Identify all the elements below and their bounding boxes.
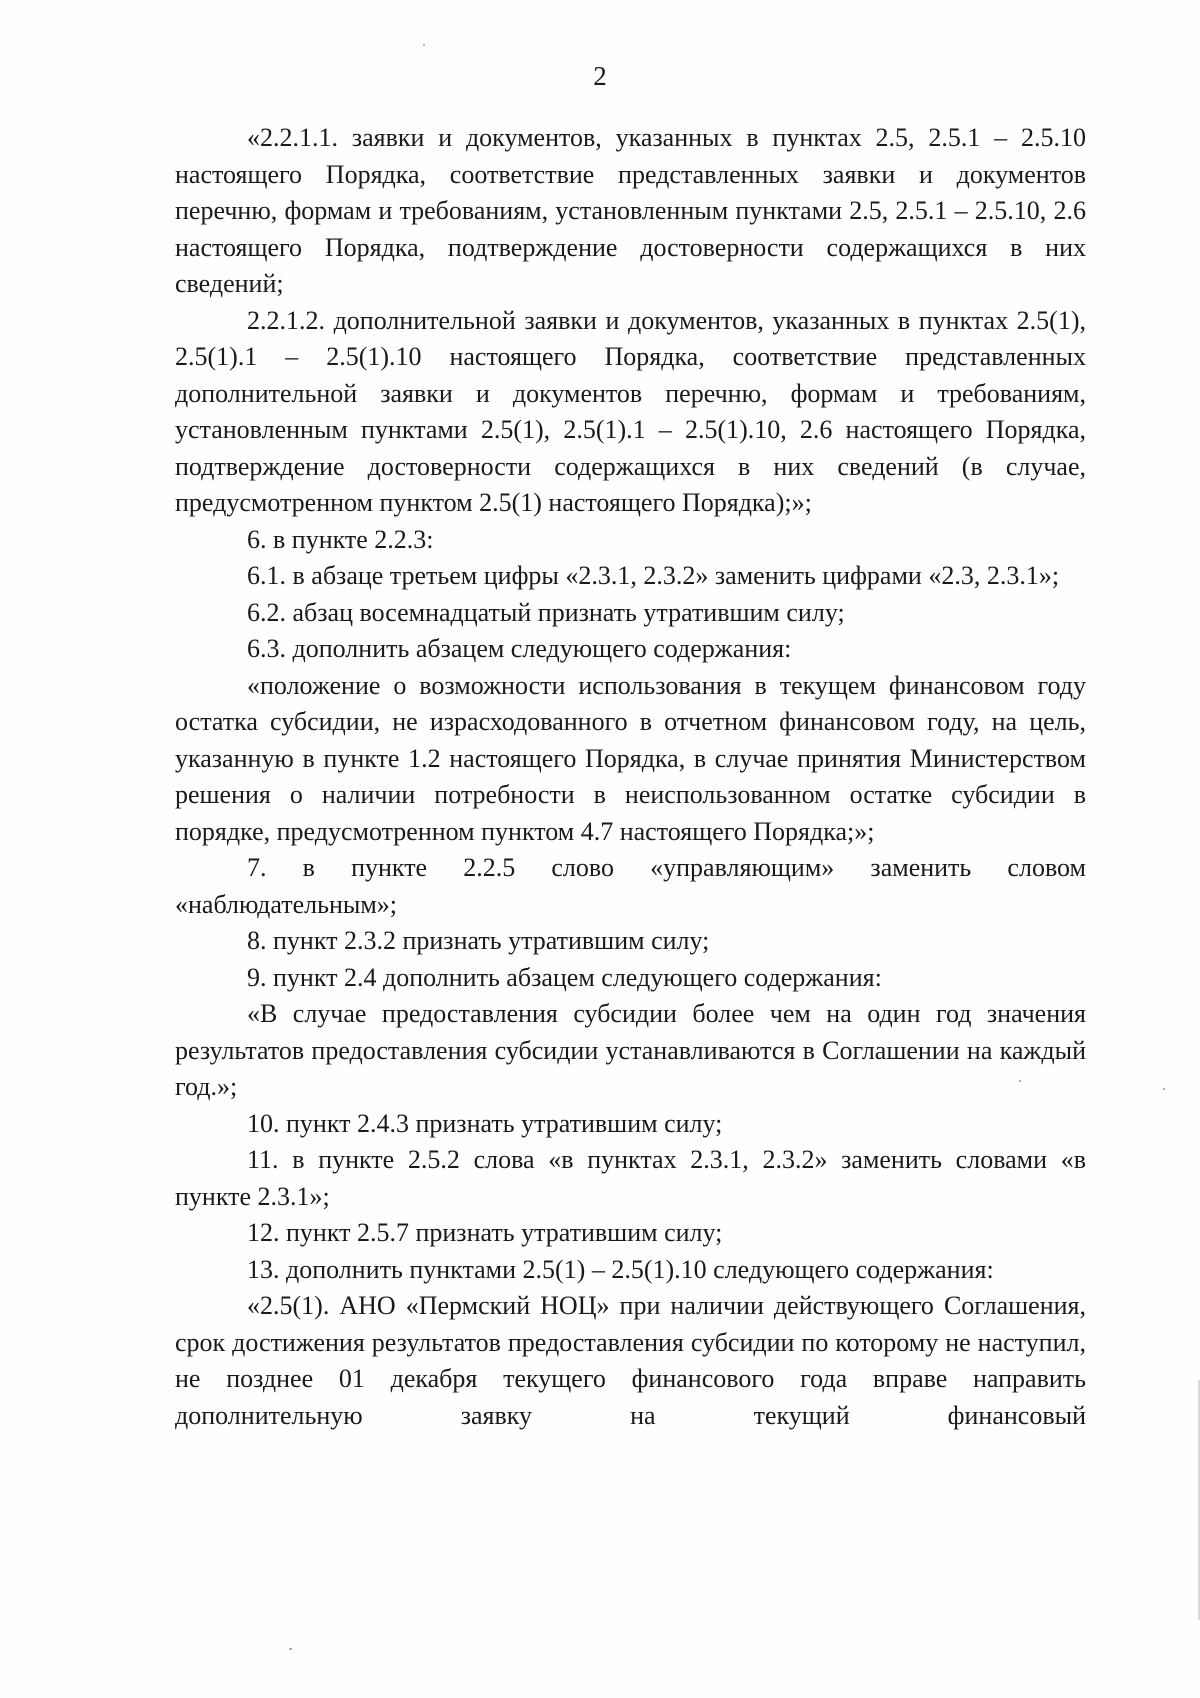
item-6-2: 6.2. абзац восемнадцатый признать утратившим силу; (247, 597, 845, 627)
item-9: 9. пункт 2.4 дополнить абзацем следующего содержания: (247, 962, 882, 992)
scan-speck (289, 1648, 292, 1650)
item-7: 7. в пункте 2.2.5 слово «управляющим» заменить словом «наблюдательным»; (175, 853, 1086, 919)
item-6-1: 6.1. в абзаце третьем цифры «2.3.1, 2.3.2» заменить цифрами «2.3, 2.3.1»; (247, 561, 1060, 590)
paragraph-2-2-1-1: «2.2.1.1. заявки и документов, указанных в пунктах 2.5, 2.5.1 – 2.5.10 настоящего Порядка, соответствие представленных заявки и документов перечню, формам и требованиям, установленным пунктами 2.5, 2.5.1 – 2.5.10, 2.6 настоящего Порядка, подтверждение достоверности содержащихся в них сведений; (175, 123, 1086, 298)
item-12: 12. пункт 2.5.7 признать утратившим силу; (247, 1218, 723, 1247)
document-body (175, 120, 1086, 1434)
item-11: 11. в пункте 2.5.2 слова «в пунктах 2.3.1, 2.3.2» заменить словами «в пункте 2.3.1»; (175, 1145, 1086, 1211)
item-6: 6. в пункте 2.2.3: (247, 524, 434, 554)
scan-speck (1019, 1080, 1021, 1082)
paragraph-2-2-1-2: 2.2.1.2. дополнительной заявки и документов, указанных в пунктах 2.5(1), 2.5(1).1 – 2.5(1).10 настоящего Порядка, соответствие представленных дополнительной заявки и документов перечню, формам и требованиям, установленным пунктами 2.5(1), 2.5(1).1 – 2.5(1).10, 2.6 настоящего Порядка, подтверждение достоверности содержащихся в них сведений (в случае, предусмотренном пунктом 2.5(1) настоящего Порядка);»; (175, 305, 1086, 517)
item-6-3: 6.3. дополнить абзацем следующего содержания: (247, 634, 792, 663)
quoted-paragraph-subsidy-remainder: «положение о возможности использования в текущем финансовом году остатка субсидии, не израсходованного в отчетном финансовом году, на цель, указанную в пункте 1.2 настоящего Порядка, в случае принятия Министерством решения о наличии потребности в неиспользованном остатке субсидии в порядке, предусмотренном пунктом 4.7 настоящего Порядка;»; (175, 670, 1086, 846)
scan-speck (1163, 1088, 1165, 1090)
scan-speck (423, 44, 425, 46)
quoted-paragraph-results-per-year: «В случае предоставления субсидии более чем на один год значения результатов предоставления субсидии устанавливаются в Соглашении на каждый год.»; (175, 999, 1086, 1101)
paragraph-2-5-1: «2.5(1). АНО «Пермский НОЦ» при наличии действующего Соглашения, срок достижения результатов предоставления субсидии по которому не наступил, не позднее 01 декабря текущего финансового года вправе направить дополнительную заявку на текущий финансовый (175, 1291, 1086, 1430)
item-8: 8. пункт 2.3.2 признать утратившим силу; (247, 926, 710, 955)
page-number: 2 (593, 61, 607, 91)
item-10: 10. пункт 2.4.3 признать утратившим силу; (247, 1108, 723, 1138)
item-13: 13. дополнить пунктами 2.5(1) – 2.5(1).10 следующего содержания: (247, 1254, 994, 1284)
